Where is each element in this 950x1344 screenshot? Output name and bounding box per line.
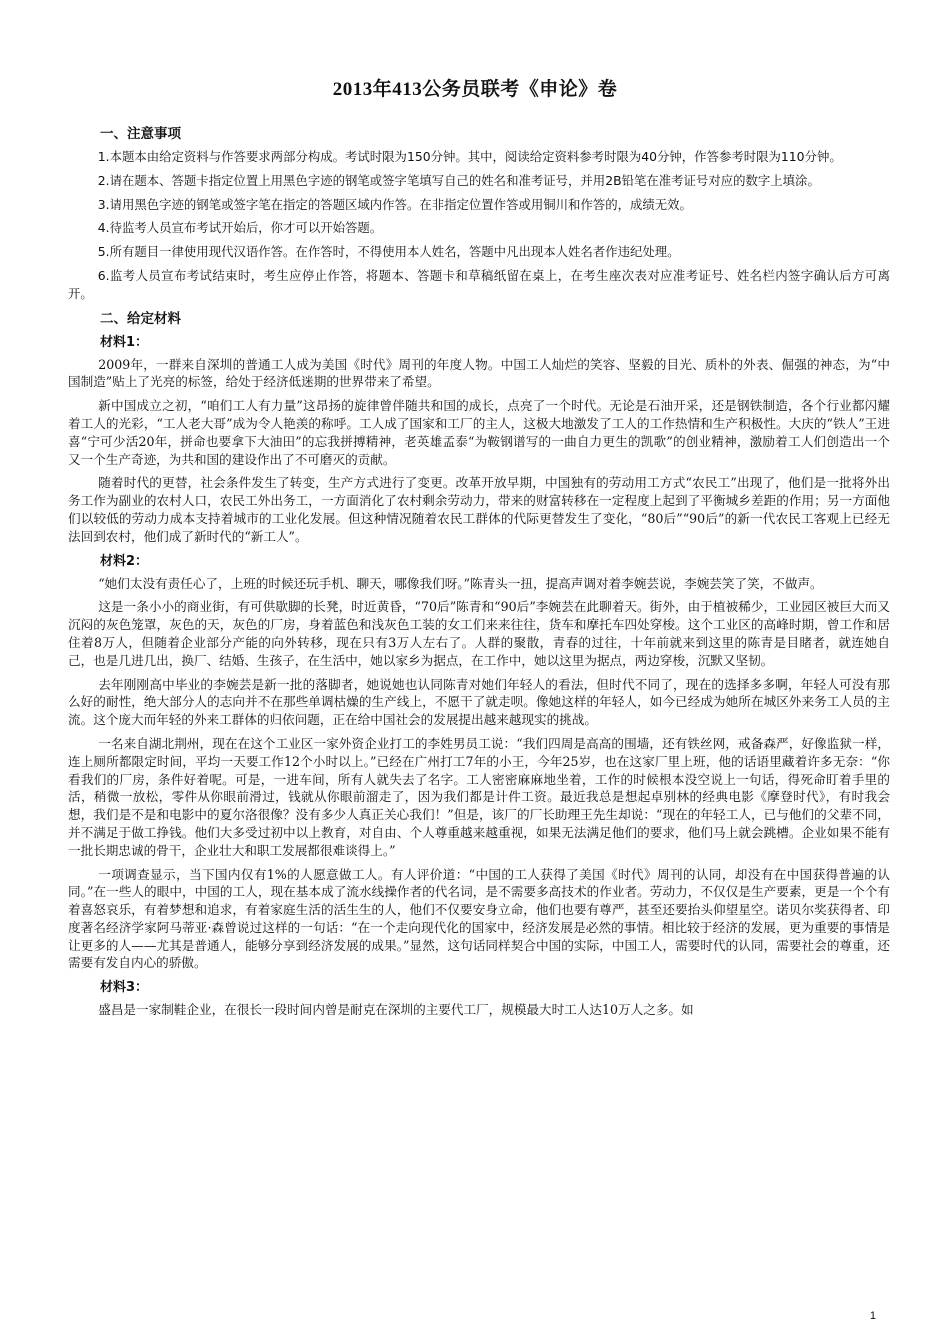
material-2-paragraph: 去年刚刚高中毕业的李婉芸是新一批的落脚者，她说她也认同陈青对她们年轻人的看法，但时代不同了，现在的选择多多啊，年轻人可没有那么好的耐性，绝大部分人的志向并不在那些单调枯燥的生产线上，不愿干了就走呗。像她这样的年轻人，如今已经成为她所在城区外来务工人员的主流。这个庞大而年轻的外来工群体的归依问题，正在给中国社会的发展提出越来越现实的挑战。: [68, 676, 890, 728]
notice-item: 2.请在题本、答题卡指定位置上用黑色字迹的钢笔或签字笔填写自己的姓名和准考证号，并用2B铅笔在准考证号对应的数字上填涂。: [97, 172, 820, 188]
material-2-paragraph: 一名来自湖北荆州，现在在这个工业区一家外资企业打工的李姓男员工说：“我们四周是高高的围墙，还有铁丝网，戒备森严，好像监狱一样，连上厕所都限定时间，平均一天要工作12个小时以上。”已经在广州打工7年的小王，今年25岁，也在这家厂里上班，他的话语里藏着许多无奈：“你看我们的厂房，条件好着呢。可是，一进车间，所有人就失去了名字。工人密密麻麻地坐着，工作的时候根本没空说上一句话，得死命盯着手里的活，稍微一放松，零件从你眼前滑过，钱就从你眼前溜走了，因为我们都是计件工资。最近我总是想起卓别林的经典电影《摩登时代》，有时我会想，我们是不是和电影中的夏尔洛很像？没有多少人真正关心我们！”但是，该厂的厂长助理王先生却说：“现在的年轻工人，已与他们的父辈不同，并不满足于做工挣钱。他们大多受过初中以上教育，对自由、个人尊重越来越重视，如果无法满足他们的要求，他们马上就会跳槽。企业如果不能有一批长期忠诚的骨干，企业壮大和职工发展都很难谈得上。”: [68, 735, 890, 858]
material-2-paragraph: 一项调查显示，当下国内仅有1%的人愿意做工人。有人评价道：“中国的工人获得了美国《时代》周刊的认同，却没有在中国获得普遍的认同。”在一些人的眼中，中国的工人，现在基本成了流水线操作者的代名词，是不需要多高技术的作业者。劳动力，不仅仅是生产要素，更是一个个有着喜怒哀乐，有着梦想和追求，有着家庭生活的活生生的人，他们不仅要安身立命，他们也要有尊严，甚至还要抬头仰望星空。诺贝尔奖获得者、印度著名经济学家阿马蒂亚·森曾说过这样的一句话：“在一个走向现代化的国家中，经济发展是必然的事情。相比较于经济的发展，更为重要的事情是让更多的人——尤其是普通人，能够分享到经济发展的成果。”显然，这句话同样契合中国的实际，中国工人，需要时代的认同，需要社会的尊重，还需要有发自内心的骄傲。: [68, 866, 890, 971]
page-number: 1: [869, 1310, 876, 1322]
material-1-paragraph: 2009年，一群来自深圳的普通工人成为美国《时代》周刊的年度人物。中国工人灿烂的笑容、坚毅的目光、质朴的外表、倔强的神态，为“中国制造”贴上了光亮的标签，给处于经济低迷期的世界带来了希望。: [68, 356, 890, 390]
material-3-paragraph: 盛昌是一家制鞋企业，在很长一段时间内曾是耐克在深圳的主要代工厂，规模最大时工人达10万人之多。如: [98, 1002, 694, 1018]
notice-item: 3.请用黑色字迹的钢笔或签字笔在指定的答题区域内作答。在非指定位置作答或用铜川和作答的，成绩无效。: [97, 196, 692, 212]
notice-item: 1.本题本由给定资料与作答要求两部分构成。考试时限为150分钟。其中，阅读给定资料参考时限为40分钟，作答参考时限为110分钟。: [97, 149, 842, 164]
section-heading-materials: 二、给定材料: [100, 310, 181, 327]
material-2-label: 材料2：: [100, 553, 149, 569]
material-1-label: 材料1：: [100, 334, 149, 350]
notice-item: 5.所有题目一律使用现代汉语作答。在作答时，不得使用本人姓名，答题中凡出现本人姓名者作违纪处理。: [97, 244, 680, 260]
material-1-paragraph: 新中国成立之初，“咱们工人有力量”这昂扬的旋律曾伴随共和国的成长，点亮了一个时代。无论是石油开采，还是钢铁制造，各个行业都闪耀着工人的光彩，“工人老大哥”成为令人艳羡的称呼。工人成了国家和工厂的主人，这极大地激发了工人的工作热情和生产积极性。大庆的“铁人”王进喜“宁可少活20年，拼命也要拿下大油田”的忘我拼搏精神，老英雄孟泰“为鞍钢谱写的一曲自力更生的凯歌”的创业精神，激励着工人们创造出一个又一个生产奇迹，为共和国的建设作出了不可磨灭的贡献。: [68, 398, 890, 467]
material-2-paragraph: 这是一条小小的商业街，有可供歇脚的长凳，时近黄昏，“70后”陈青和“90后”李婉芸在此聊着天。街外，由于植被稀少，工业园区被巨大而又沉闷的灰色笼罩，灰色的天，灰色的厂房，身着蓝色和浅灰色工装的女工们来来往往，货车和摩托车四处穿梭。这个工业区的高峰时期，曾工作和居住着8万人，但随着企业部分产能的向外转移，现在只有3万人左右了。人群的聚散，青春的过往，十年前就来到这里的陈青是目睹者，就连她自己，也是几进几出，换厂、结婚、生孩子，在生活中，她以家乡为据点，在工作中，她以这里为据点，两边穿梭，沉默又坚韧。: [68, 599, 890, 668]
material-3-label: 材料3：: [100, 980, 149, 996]
notice-item: 6.监考人员宣布考试结束时，考生应停止作答，将题本、答题卡和草稿纸留在桌上，在考生座次表对应准考证号、姓名栏内签字确认后方可离开。: [68, 267, 890, 301]
document-body: [68, 124, 890, 1025]
material-1-paragraph: 随着时代的更替，社会条件发生了转变，生产方式进行了变更。改革开放早期，中国独有的劳动用工方式“农民工”出现了，他们是一批将外出务工作为副业的农村人口，农民工外出务工，一方面消化了农村剩余劳动力，带来的财富转移在一定程度上起到了平衡城乡差距的作用；另一方面他们以较低的劳动力成本支持着城市的工业化发展。但这种情况随着农民工群体的代际更替发生了变化，“80后”“90后”的新一代农民工客观上已经无法回到农村，他们成了新时代的“新工人”。: [68, 475, 890, 544]
material-2-paragraph: “她们太没有责任心了，上班的时候还玩手机、聊天，哪像我们呀。”陈青头一扭，提高声调对着李婉芸说，李婉芸笑了笑，不做声。: [98, 575, 823, 591]
notice-item: 4.待监考人员宣布考试开始后，你才可以开始答题。: [97, 220, 383, 236]
section-heading-notice: 一、注意事项: [100, 126, 181, 142]
page-title: 2013年413公务员联考《申论》卷: [332, 79, 618, 100]
